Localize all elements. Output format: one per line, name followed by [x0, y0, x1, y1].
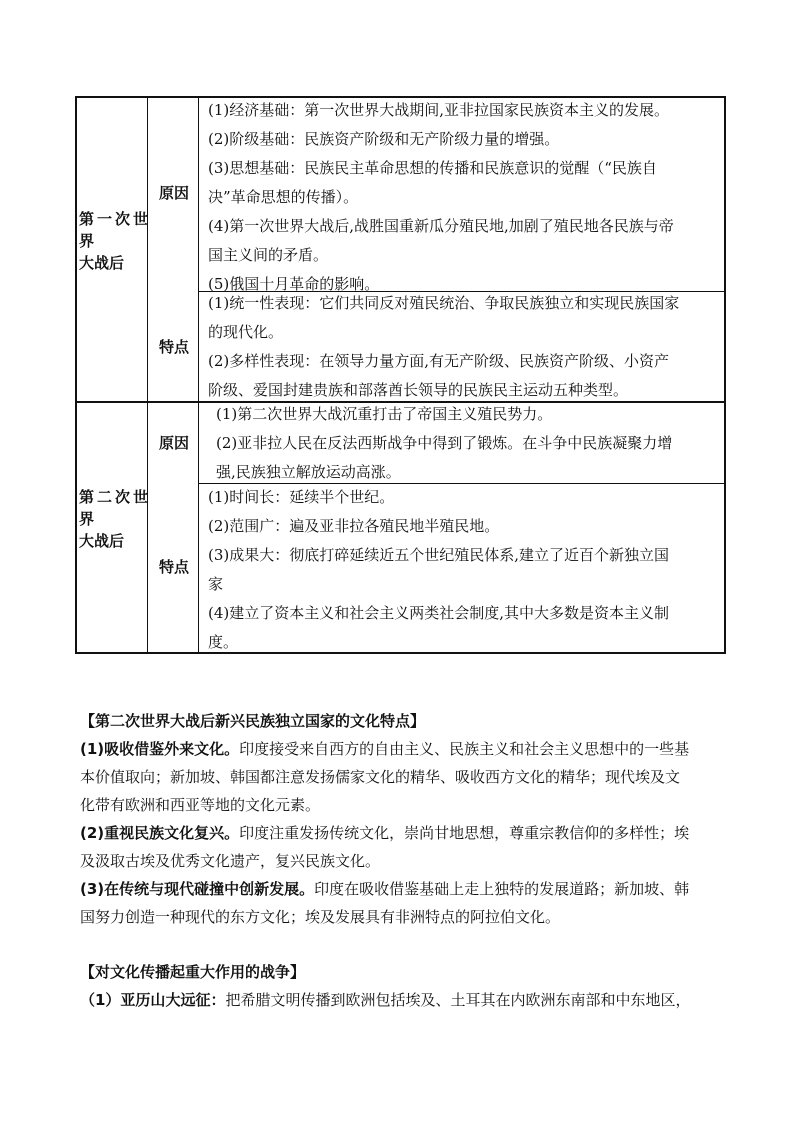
reason-cell	[208, 400, 718, 487]
cell-line: (5)俄国十月革命的影响。	[208, 275, 380, 293]
cell-line: (2)阶级基础：民族资产阶级和无产阶级力量的增强。	[208, 130, 560, 148]
cell-line: 国主义间的矛盾。	[208, 246, 329, 264]
era-line: 大战后	[79, 532, 125, 550]
category-reason: 原因	[158, 434, 189, 452]
cell-line: 度。	[208, 633, 239, 651]
point-title: (2)重视民族文化复兴。	[80, 824, 240, 842]
era-line: 界	[79, 232, 95, 250]
feature-cell	[208, 289, 718, 405]
cell-line: (1)时间长：延续半个世纪。	[208, 488, 395, 506]
cell-line: 阶级、爱国封建贵族和部落酋长领导的民族民主运动五种类型。	[208, 381, 629, 399]
table-divider	[147, 98, 148, 652]
category-reason: 原因	[158, 184, 189, 202]
feature-cell	[208, 483, 718, 657]
point-line	[80, 735, 730, 763]
war-section	[80, 958, 730, 1014]
cell-line: 家	[208, 575, 224, 593]
history-table	[75, 96, 726, 654]
cell-line: (4)第一次世界大战后,战胜国重新瓜分殖民地,加剧了殖民地各民族与帝	[208, 217, 674, 235]
cell-line: 的现代化。	[208, 323, 284, 341]
culture-section	[80, 707, 730, 931]
point-line	[80, 986, 730, 1014]
point-line: 国努力创造一种现代的东方文化；埃及发展具有非洲特点的阿拉伯文化。	[80, 908, 561, 926]
point-text: 印度接受来自西方的自由主义、民族主义和社会主义思想中的一些基	[239, 740, 690, 758]
cell-line: (2)多样性表现：在领导力量方面,有无产阶级、民族资产阶级、小资产	[208, 352, 670, 370]
era-line: 第一次世	[79, 210, 152, 228]
point-title: (1)吸收借鉴外来文化。	[80, 740, 240, 758]
category-feature: 特点	[158, 558, 189, 576]
point-title: (3)在传统与现代碰撞中创新发展。	[80, 880, 315, 898]
era-line: 大战后	[79, 254, 125, 272]
point-line: 化带有欧洲和西亚等地的文化元素。	[80, 796, 321, 814]
cell-line: (3)思想基础：民族民主革命思想的传播和民族意识的觉醒（“民族自	[208, 159, 657, 177]
reason-cell	[208, 96, 718, 299]
section-heading: 【第二次世界大战后新兴民族独立国家的文化特点】	[80, 712, 426, 730]
era-line: 界	[79, 510, 95, 528]
point-text: 印度在吸收借鉴基础上走上独特的发展道路；新加坡、韩	[314, 880, 690, 898]
point-line: 本价值取向；新加坡、韩国都注意发扬儒家文化的精华、吸收西方文化的精华；现代埃及文	[80, 768, 681, 786]
cell-line: 决”革命思想的传播）。	[208, 188, 359, 206]
point-title: （1）亚历山大远征：	[80, 991, 226, 1009]
point-line	[80, 819, 730, 847]
category-feature: 特点	[158, 338, 189, 356]
cell-line: (1)统一性表现：它们共同反对殖民统治、争取民族独立和实现民族国家	[208, 294, 680, 312]
era-ww2	[77, 486, 151, 552]
point-text: 把希腊文明传播到欧洲包括埃及、土耳其在内欧洲东南部和中东地区，	[225, 991, 691, 1009]
cell-line: (2)亚非拉人民在反法西斯战争中得到了锻炼。在斗争中民族凝聚力增	[216, 434, 673, 452]
cell-line: (2)范围广：遍及亚非拉各殖民地半殖民地。	[208, 517, 500, 535]
cell-line: (1)经济基础：第一次世界大战期间,亚非拉国家民族资本主义的发展。	[208, 101, 670, 119]
section-heading: 【对文化传播起重大作用的战争】	[80, 963, 306, 981]
point-line	[80, 875, 730, 903]
point-text: 印度注重发扬传统文化，崇尚甘地思想，尊重宗教信仰的多样性；埃	[239, 824, 690, 842]
cell-line: (1)第二次世界大战沉重打击了帝国主义殖民势力。	[216, 405, 553, 423]
cell-line: (3)成果大：彻底打碎延续近五个世纪殖民体系,建立了近百个新独立国	[208, 546, 670, 564]
cell-line: (4)建立了资本主义和社会主义两类社会制度,其中大多数是资本主义制	[208, 604, 670, 622]
point-line: 及汲取古埃及优秀文化遗产，复兴民族文化。	[80, 852, 381, 870]
era-ww1	[77, 208, 151, 274]
cell-line: 强,民族独立解放运动高涨。	[216, 463, 401, 481]
era-line: 第二次世	[79, 488, 152, 506]
